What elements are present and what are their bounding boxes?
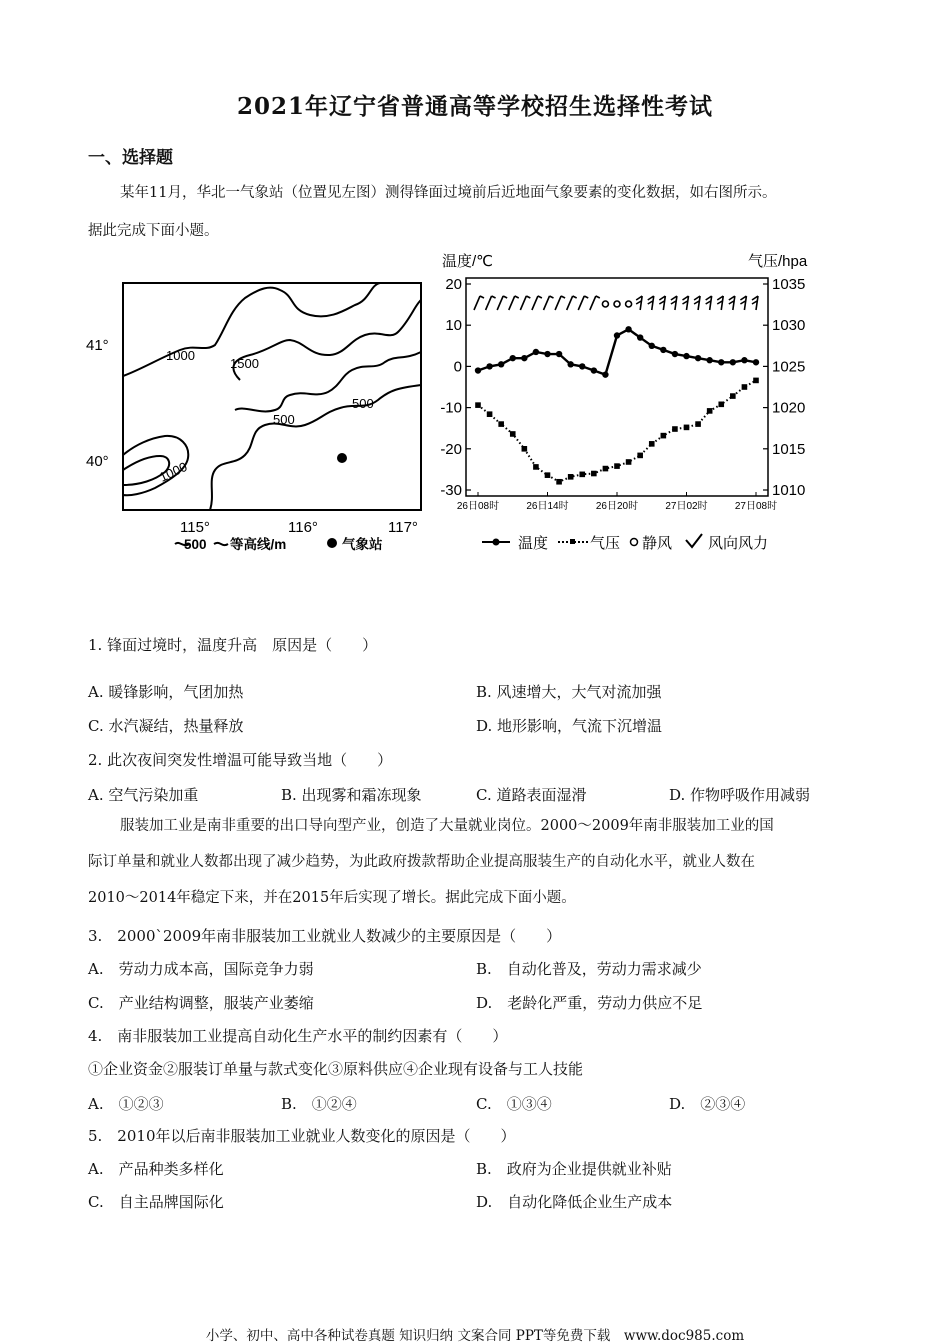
contour-label-1500: 1500 xyxy=(230,356,259,371)
temperature-point xyxy=(672,351,678,357)
wind-barb-icon xyxy=(532,296,542,310)
temperature-point xyxy=(753,359,759,365)
legend-temp-label: 温度 xyxy=(518,535,549,552)
intro-paragraph-2 xyxy=(88,808,888,916)
legend-wind-icon xyxy=(686,534,702,547)
y-right-tick-label: 1010 xyxy=(772,482,806,499)
temperature-point xyxy=(556,351,562,357)
wind-barb-icon xyxy=(544,296,554,310)
q3-option-d[interactable]: D. 老龄化严重，劳动力供应不足 xyxy=(476,994,703,1012)
pressure-point xyxy=(614,463,620,469)
pressure-point xyxy=(742,384,748,390)
chart-plot-frame xyxy=(466,278,768,496)
wind-barb-icon xyxy=(555,296,565,310)
q3-option-b[interactable]: B. 自动化普及，劳动力需求减少 xyxy=(476,960,702,978)
q4-option-d[interactable]: D. ②③④ xyxy=(669,1095,746,1113)
q1-option-c[interactable]: C. 水汽凝结，热量释放 xyxy=(88,717,244,735)
y-left-tick-label: -20 xyxy=(440,440,462,458)
pressure-point xyxy=(487,411,493,417)
pressure-point xyxy=(695,421,701,427)
page-footer: 小学、初中、高中各种试卷真题 知识归纳 文案合同 PPT等免费下载 www.doc985.com xyxy=(205,1328,745,1344)
temperature-point xyxy=(579,363,585,369)
pressure-point xyxy=(498,421,504,427)
contour-label-1000-north: 1000 xyxy=(166,348,195,363)
q5-option-d[interactable]: D. 自动化降低企业生产成本 xyxy=(476,1193,673,1211)
wind-barb-icon xyxy=(717,296,723,310)
q1-option-b[interactable]: B. 风速增大，大气对流加强 xyxy=(476,683,662,701)
pressure-point xyxy=(730,393,736,399)
pressure-point xyxy=(579,472,585,478)
pressure-point xyxy=(718,402,724,408)
temperature-point xyxy=(475,367,481,373)
pressure-point xyxy=(533,464,539,470)
calm-wind-icon xyxy=(626,301,632,307)
wind-barb-icon xyxy=(740,296,746,310)
temperature-point xyxy=(614,332,620,338)
q5-option-a[interactable]: A. 产品种类多样化 xyxy=(88,1160,224,1178)
lat-label-40: 40° xyxy=(86,453,109,470)
legend-calm-label: 静风 xyxy=(642,535,673,552)
weather-chart xyxy=(430,250,830,560)
temperature-point xyxy=(649,343,655,349)
q4-items: ①企业资金②服装订单量与款式变化③原料供应④企业现有设备与工人技能 xyxy=(88,1060,584,1078)
question-3-stem: 3. 2000`2009年南非服装加工业就业人数减少的主要原因是（ ） xyxy=(88,927,562,945)
intro2-line2: 际订单量和就业人数都出现了减少趋势，为此政府拨款帮助企业提高服装生产的自动化水平，就业人数在 xyxy=(88,854,755,870)
legend-pressure-label: 气压 xyxy=(590,535,621,552)
chart-ylabel-left: 温度/℃ xyxy=(442,253,494,270)
pressure-point xyxy=(707,408,713,414)
y-left-tick-label: -30 xyxy=(440,482,462,499)
question-4-stem: 4. 南非服装加工业提高自动化生产水平的制约因素有（ ） xyxy=(88,1027,508,1045)
lon-label-115: 115° xyxy=(180,519,210,536)
pressure-point xyxy=(475,402,481,408)
wind-barb-icon xyxy=(648,296,654,310)
pressure-point xyxy=(591,471,597,477)
q2-option-c[interactable]: C. 道路表面湿滑 xyxy=(476,786,587,804)
pressure-point xyxy=(545,472,551,478)
intro2-line3: 2010～2014年稳定下来，并在2015年后实现了增长。据此完成下面小题。 xyxy=(88,890,576,906)
y-left-tick-label: 0 xyxy=(453,358,462,376)
q4-option-a[interactable]: A. ①②③ xyxy=(88,1095,164,1113)
temperature-point xyxy=(486,363,492,369)
y-left-tick-label: 10 xyxy=(445,317,462,335)
wind-barb-icon xyxy=(509,296,519,310)
wind-barb-icon xyxy=(683,296,689,310)
y-right-tick-label: 1025 xyxy=(772,358,806,376)
q5-option-b[interactable]: B. 政府为企业提供就业补贴 xyxy=(476,1160,672,1178)
y-left-tick-label: -10 xyxy=(440,399,462,417)
temperature-point xyxy=(683,353,689,359)
legend-contour-text: 等高线/m xyxy=(230,537,287,552)
pressure-point xyxy=(510,431,516,437)
pressure-point xyxy=(672,426,678,432)
station-marker xyxy=(337,453,347,463)
x-tick-label: 26日14时 xyxy=(526,501,569,512)
x-tick-label: 27日08时 xyxy=(734,501,778,512)
legend-contour-sample-value: 500 xyxy=(184,537,207,552)
temperature-point xyxy=(602,371,608,377)
question-5-stem: 5. 2010年以后南非服装加工业就业人数变化的原因是（ ） xyxy=(88,1127,516,1145)
legend-pressure-marker xyxy=(570,539,575,544)
chart-ylabel-right: 气压/hpa xyxy=(748,253,808,270)
wind-barb-icon xyxy=(567,296,577,310)
legend-contour-sample-line-2 xyxy=(214,543,228,545)
wind-barb-icon xyxy=(694,296,700,310)
legend-wind-label: 风向风力 xyxy=(708,535,769,552)
legend-calm-icon xyxy=(631,539,638,546)
temperature-point xyxy=(567,361,573,367)
intro1-line1: 某年11月，华北一气象站（位置见左图）测得锋面过境前后近地面气象要素的变化数据，如右图所示。 xyxy=(120,185,777,201)
wind-barb-icon xyxy=(486,296,496,310)
wind-barb-icon xyxy=(729,296,735,310)
wind-barb-icon xyxy=(659,296,665,310)
pressure-point xyxy=(626,459,632,465)
temperature-point xyxy=(730,359,736,365)
x-tick-label: 26日08时 xyxy=(456,501,500,512)
lon-label-117: 117° xyxy=(388,519,418,536)
pressure-point xyxy=(753,378,759,384)
q4-option-b[interactable]: B. ①②④ xyxy=(281,1095,357,1113)
y-right-tick-label: 1035 xyxy=(772,276,806,293)
q4-option-c[interactable]: C. ①③④ xyxy=(476,1095,552,1113)
legend-station-text: 气象站 xyxy=(342,537,383,552)
x-tick-label: 26日20时 xyxy=(595,501,639,512)
contour-label-500-b: 500 xyxy=(352,396,374,411)
temperature-point xyxy=(510,355,516,361)
pressure-point xyxy=(684,425,690,431)
q2-option-d[interactable]: D. 作物呼吸作用减弱 xyxy=(669,786,811,804)
y-right-tick-label: 1015 xyxy=(772,440,806,458)
temperature-point xyxy=(718,359,724,365)
q3-option-c[interactable]: C. 产业结构调整，服装产业萎缩 xyxy=(88,994,314,1012)
pressure-point xyxy=(603,466,609,472)
contour-map xyxy=(80,270,440,560)
question-1-stem: 1. 锋面过境时，温度升高 原因是（ ） xyxy=(88,636,378,654)
wind-barb-icon xyxy=(706,296,712,310)
legend-temp-marker xyxy=(493,539,500,546)
wind-barb-icon xyxy=(671,296,677,310)
pressure-point xyxy=(661,433,667,439)
pressure-point xyxy=(522,446,528,452)
temperature-point xyxy=(521,355,527,361)
question-2-stem: 2. 此次夜间突发性增温可能导致当地（ ） xyxy=(88,751,393,769)
x-tick-label: 27日02时 xyxy=(665,501,708,512)
temperature-point xyxy=(637,334,643,340)
pressure-point xyxy=(649,441,655,447)
wind-barb-icon xyxy=(474,296,484,310)
y-right-tick-label: 1030 xyxy=(772,317,806,335)
temperature-point xyxy=(660,347,666,353)
lat-label-41: 41° xyxy=(86,337,109,354)
intro2-line1: 服装加工业是南非重要的出口导向型产业，创造了大量就业岗位。2000～2009年南非服装加工业的国 xyxy=(120,818,774,834)
wind-barb-icon xyxy=(520,296,530,310)
q5-option-c[interactable]: C. 自主品牌国际化 xyxy=(88,1193,224,1211)
temperature-point xyxy=(533,349,539,355)
contour-label-1000-south: 1000 xyxy=(156,458,190,485)
q2-option-b[interactable]: B. 出现雾和霜冻现象 xyxy=(281,786,422,804)
wind-barb-icon xyxy=(590,296,600,310)
wind-symbol-row xyxy=(474,296,758,310)
q1-option-a[interactable]: A. 暖锋影响，气团加热 xyxy=(88,683,244,701)
temperature-point xyxy=(498,361,504,367)
pressure-point xyxy=(637,453,643,459)
exam-title: 2021年辽宁省普通高等学校招生选择性考试 xyxy=(236,93,713,120)
pressure-point xyxy=(556,479,562,485)
pressure-point xyxy=(568,474,574,480)
calm-wind-icon xyxy=(602,301,608,307)
section-heading: 一、选择题 xyxy=(88,148,173,168)
wind-barb-icon xyxy=(578,296,588,310)
wind-barb-icon xyxy=(636,296,642,310)
contour-label-500-a: 500 xyxy=(273,412,295,427)
y-left-tick-label: 20 xyxy=(445,276,462,293)
temperature-point xyxy=(625,326,631,332)
intro-paragraph-1 xyxy=(88,174,888,250)
legend-station-marker xyxy=(327,538,337,548)
y-right-tick-label: 1020 xyxy=(772,399,806,417)
q2-option-a[interactable]: A. 空气污染加重 xyxy=(88,786,199,804)
lon-label-116: 116° xyxy=(288,519,318,536)
temperature-point xyxy=(544,351,550,357)
temperature-point xyxy=(695,355,701,361)
wind-barb-icon xyxy=(752,296,758,310)
temperature-point xyxy=(591,367,597,373)
q3-option-a[interactable]: A. 劳动力成本高，国际竞争力弱 xyxy=(88,960,314,978)
calm-wind-icon xyxy=(614,301,620,307)
intro1-line2: 据此完成下面小题。 xyxy=(88,223,219,239)
wind-barb-icon xyxy=(497,296,507,310)
temperature-point xyxy=(741,357,747,363)
temperature-point xyxy=(706,357,712,363)
q1-option-d[interactable]: D. 地形影响，气流下沉增温 xyxy=(476,717,663,735)
